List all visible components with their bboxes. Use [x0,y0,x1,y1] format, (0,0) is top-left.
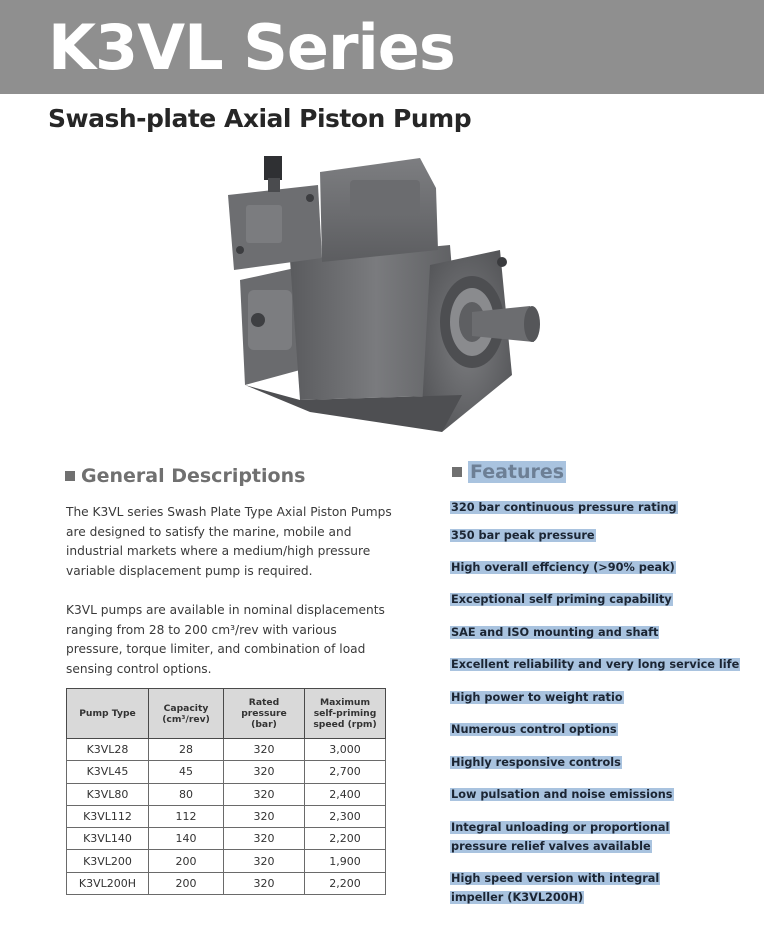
table-cell: 28 [149,739,224,761]
table-cell: 2,200 [305,828,386,850]
description-paragraph-1: The K3VL series Swash Plate Type Axial Piston Pumps are designed to satisfy the marine, mobile and industrial markets where a medium/high pressure variable displacement pump is required. [66,505,392,578]
table-cell: K3VL80 [67,783,149,805]
list-item: Excellent reliability and very long service life [451,658,740,671]
table-cell: 320 [224,761,305,783]
table-cell: 320 [224,783,305,805]
general-descriptions-heading [65,465,305,487]
col-header: Pump Type [67,689,149,739]
col-header: Maximum self-priming speed (rpm) [305,689,386,739]
pump-spec-table [66,688,386,895]
table-cell: 112 [149,805,224,827]
table-row [67,872,386,894]
page-subtitle: Swash-plate Axial Piston Pump [48,104,472,133]
table-cell: 3,000 [305,739,386,761]
table-row [67,805,386,827]
table-row [67,739,386,761]
table-cell: 2,300 [305,805,386,827]
table-cell: 200 [149,850,224,872]
table-cell: 200 [149,872,224,894]
table-cell: 2,700 [305,761,386,783]
list-item: 320 bar continuous pressure rating [451,501,677,514]
list-item: High overall effciency (>90% peak) [451,561,675,574]
table-cell: 1,900 [305,850,386,872]
list-item: Highly responsive controls [451,756,621,769]
table-cell: 140 [149,828,224,850]
table-row [67,761,386,783]
list-item: Numerous control options [451,723,617,736]
page-title: K3VL Series [48,11,455,84]
list-item: Exceptional self priming capability [451,593,672,606]
axial-piston-pump-illustration [200,150,560,440]
list-item: High speed version with integral impeller (K3VL200H) [451,872,660,904]
table-cell: 80 [149,783,224,805]
title-banner [0,0,764,94]
list-item: 350 bar peak pressure [451,529,595,542]
table-row [67,783,386,805]
table-cell: K3VL200 [67,850,149,872]
square-bullet-icon [65,471,75,481]
table-row [67,828,386,850]
table-cell: 320 [224,739,305,761]
list-item: High power to weight ratio [451,691,623,704]
table-header-row [67,689,386,739]
col-header: Rated pressure (bar) [224,689,305,739]
table-cell: K3VL140 [67,828,149,850]
general-heading-label: General Descriptions [81,465,306,487]
table-cell: 2,200 [305,872,386,894]
list-item: SAE and ISO mounting and shaft [451,626,659,639]
table-cell: K3VL45 [67,761,149,783]
features-heading [452,461,566,483]
description-paragraph-2: K3VL pumps are available in nominal displacements ranging from 28 to 200 cm³/rev with various pressure, torque limiter, and combination of load sensing control options. [66,603,385,676]
table-cell: 2,400 [305,783,386,805]
list-item: Integral unloading or proportional pressure relief valves available [451,821,670,853]
table-cell: K3VL200H [67,872,149,894]
table-cell: 320 [224,805,305,827]
features-heading-label: Features [470,461,565,483]
square-bullet-icon [452,467,462,477]
table-row [67,850,386,872]
list-item: Low pulsation and noise emissions [451,788,673,801]
table-cell: K3VL28 [67,739,149,761]
table-cell: 45 [149,761,224,783]
table-cell: K3VL112 [67,805,149,827]
table-cell: 320 [224,828,305,850]
table-cell: 320 [224,872,305,894]
col-header: Capacity (cm³/rev) [149,689,224,739]
table-cell: 320 [224,850,305,872]
